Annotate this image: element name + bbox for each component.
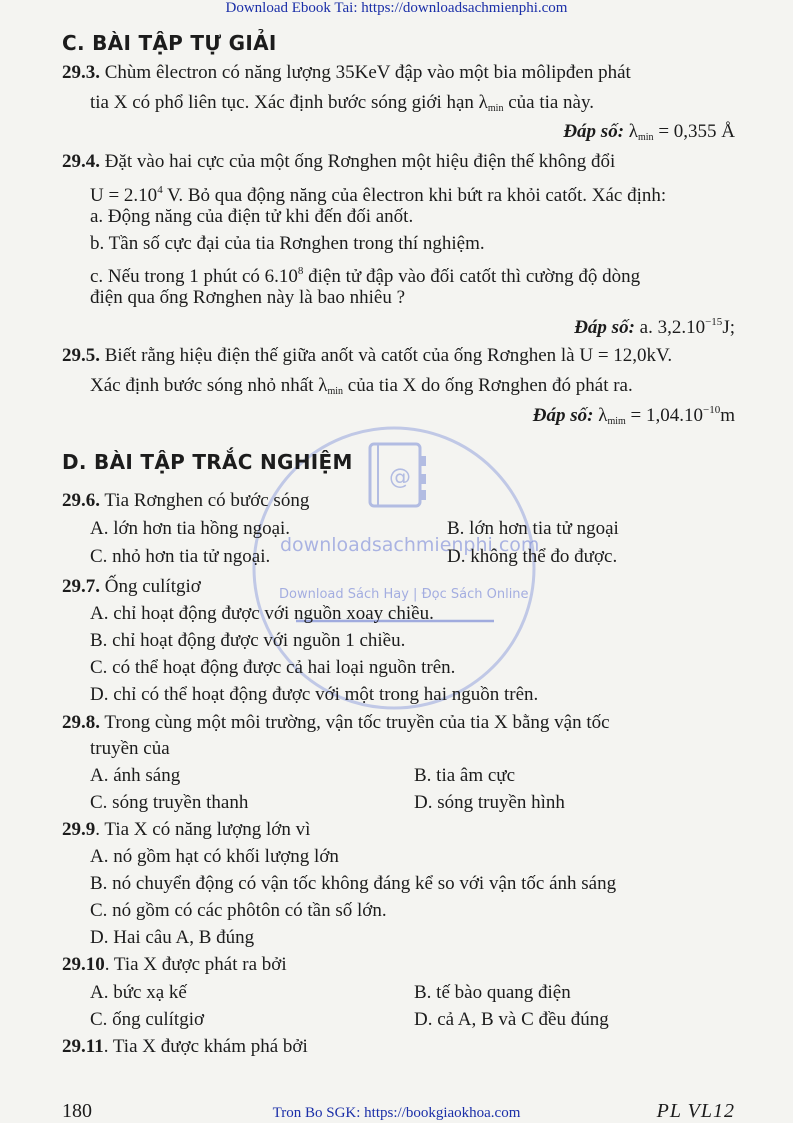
q29-10-number: 29.10 — [62, 954, 105, 975]
svg-text:@: @ — [389, 465, 411, 490]
q29-8-stem-line2: truyền của — [90, 738, 170, 759]
section-d-title: D. BÀI TẬP TRẮC NGHIỆM — [62, 450, 353, 474]
q29-7-stem: 29.7. Ống culítgiơ — [62, 576, 201, 597]
q29-7-option-a: A. chỉ hoạt động được với nguồn xoay chiều. — [90, 603, 434, 624]
book-at-icon — [370, 444, 426, 506]
q29-3-line2: tia X có phổ liên tục. Xác định bước sóng giới hạn $\lambda_{min}$ của tia này. — [90, 92, 595, 114]
q29-8-number: 29.8. — [62, 712, 100, 733]
section-c-title: C. BÀI TẬP TỰ GIẢI — [62, 31, 277, 55]
q29-6-number: 29.6. — [62, 490, 100, 511]
q29-6-stem: 29.6. Tia Rơnghen có bước sóng — [62, 490, 310, 511]
q29-6-option-c: C. nhỏ hơn tia tử ngoại. — [90, 546, 271, 567]
q29-5-answer: Đáp số: $\lambda_{mim} = 1,04.10^{-10}m$ — [532, 404, 735, 427]
q29-8-stem-line1: 29.8. Trong cùng một môi trường, vận tốc truyền của tia X bằng vận tốc — [62, 712, 610, 733]
book-series-label: PL VL12 — [656, 1100, 735, 1122]
q29-4-part-a: a. Động năng của điện tử khi đến đối anốt. — [90, 206, 414, 227]
q29-3-line1: 29.3. Chùm êlectron có năng lượng 35KeV đập vào một bia môlipđen phát — [62, 62, 631, 83]
q29-5-line1: 29.5. Biết rằng hiệu điện thế giữa anốt và catốt của ống Rơnghen là U = 12,0kV. — [62, 345, 673, 366]
bottom-download-banner[interactable]: Tron Bo SGK: https://bookgiaokhoa.com — [272, 1105, 521, 1121]
q29-9-option-c: C. nó gồm có các phôtôn có tần số lớn. — [90, 900, 387, 921]
q29-6-option-b: B. lớn hơn tia tử ngoại — [447, 518, 619, 539]
q29-4-line2: $U = 2.10^4$ V. Bỏ qua động năng của êlectron khi bứt ra khỏi catốt. Xác định: — [90, 184, 667, 206]
q29-8-option-c: C. sóng truyền thanh — [90, 792, 249, 813]
q29-8-option-b: B. tia âm cực — [414, 765, 516, 786]
q29-9-stem: 29.9. Tia X có năng lượng lớn vì — [62, 819, 311, 840]
q29-11-stem: 29.11. Tia X được khám phá bởi — [62, 1036, 308, 1057]
q29-6-option-d: D. không thể đo được. — [447, 546, 618, 567]
q29-3-number: 29.3. — [62, 62, 100, 83]
q29-9-number: 29.9 — [62, 819, 96, 840]
q29-10-stem: 29.10. Tia X được phát ra bởi — [62, 954, 287, 975]
watermark-tagline: Download Sách Hay | Đọc Sách Online — [279, 587, 529, 602]
q29-9-option-a: A. nó gồm hạt có khối lượng lớn — [90, 846, 339, 867]
q29-4-part-c2: điện qua ống Rơnghen này là bao nhiêu ? — [90, 287, 406, 308]
q29-10-option-b: B. tế bào quang điện — [414, 982, 571, 1003]
page-number: 180 — [62, 1100, 92, 1122]
q29-4-part-b: b. Tần số cực đại của tia Rơnghen trong thí nghiệm. — [90, 233, 485, 254]
q29-6-option-a: A. lớn hơn tia hồng ngoại. — [90, 518, 291, 539]
q29-4-line1: 29.4. Đặt vào hai cực của một ống Rơnghen một hiệu điện thế không đổi — [62, 151, 616, 172]
q29-3-answer: Đáp số: $\lambda_{min} = 0,355$ Å — [563, 121, 735, 143]
q29-9-option-d: D. Hai câu A, B đúng — [90, 927, 255, 948]
q29-10-option-a: A. bức xạ kế — [90, 982, 187, 1003]
q29-4-answer: Đáp số: a. $3,2.10^{-15}J$; — [574, 316, 735, 338]
watermark-site: downloadsachmienphi.com — [280, 534, 540, 556]
q29-4-number: 29.4. — [62, 151, 100, 172]
q29-7-option-b: B. chỉ hoạt động được với nguồn 1 chiều. — [90, 630, 406, 651]
q29-11-number: 29.11 — [62, 1036, 104, 1057]
q29-9-option-b: B. nó chuyển động có vận tốc không đáng kể so với vận tốc ánh sáng — [90, 873, 617, 894]
q29-8-option-d: D. sóng truyền hình — [414, 792, 565, 813]
q29-10-option-c: C. ống culítgiơ — [90, 1009, 205, 1030]
q29-7-option-d: D. chỉ có thể hoạt động được với một trong hai nguồn trên. — [90, 684, 539, 705]
q29-4-part-c1: c. Nếu trong 1 phút có 6.10$^8$ điện tử đập vào đối catốt thì cường độ dòng — [90, 265, 641, 287]
q29-5-number: 29.5. — [62, 345, 100, 366]
q29-7-number: 29.7. — [62, 576, 100, 597]
top-download-banner[interactable]: Download Ebook Tai: https://downloadsachmienphi.com — [225, 0, 568, 16]
q29-10-option-d: D. cả A, B và C đều đúng — [414, 1009, 609, 1030]
q29-8-option-a: A. ánh sáng — [90, 765, 181, 786]
q29-5-line2: Xác định bước sóng nhỏ nhất $\lambda_{min}$ của tia X do ống Rơnghen đó phát ra. — [90, 375, 633, 397]
q29-7-option-c: C. có thể hoạt động được cả hai loại nguồn trên. — [90, 657, 456, 678]
